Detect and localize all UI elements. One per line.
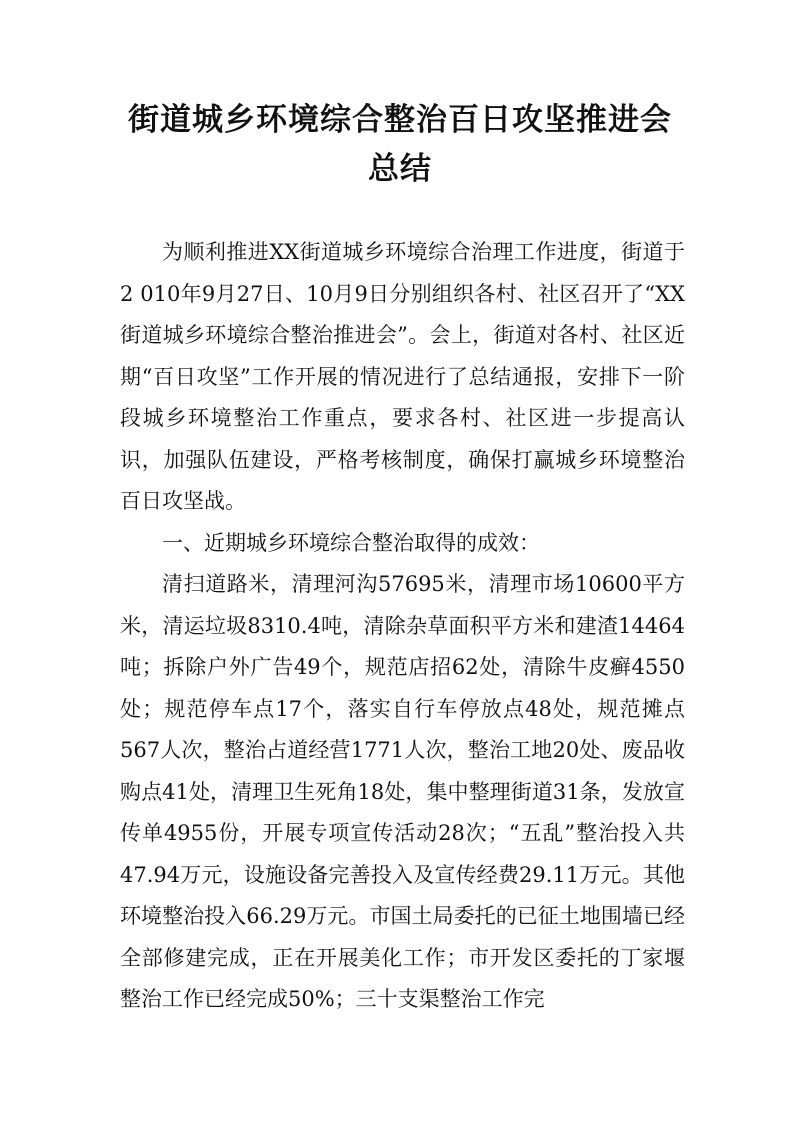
section-heading: 一、近期城乡环境综合整治取得的成效： — [162, 530, 540, 555]
document-body — [120, 232, 685, 1021]
document-title: 街道城乡环境综合整治百日攻坚推进会总结 — [128, 102, 672, 187]
paragraph-achievements: 清扫道路米，清理河沟57695米，清理市场10600平方米，清运垃圾8310.4吨，清除杂草面积平方米和建渣14464吨；拆除户外广告49个，规范店招62处，清除牛皮癣4550处；规范停车点17个，落实自行车停放点48处，规范摊点567人次，整治占道经营1771人次，整治工地20处、废品收购点41处，清理卫生死角18处，集中整理街道31条，发放宣传单4955份，开展专项宣传活动28次；“五乱”整治投入共47.94万元，设施设备完善投入及宣传经费29.11万元。其他环境整治投入66.29万元。市国土局委托的已征土地围墙已经全部修建完成，正在开展美化工作；市开发区委托的丁家堰整治工作已经完成50%；三十支渠整治工作完 — [120, 572, 685, 1011]
paragraph-intro: 为顺利推进XX街道城乡环境综合治理工作进度，街道于2 010年9月27日、10月9日分别组织各村、社区召开了“XX街道城乡环境综合整治推进会”。会上，街道对各村、社区近期“百日攻坚”工作开展的情况进行了总结通报，安排下一阶段城乡环境整治工作重点，要求各村、社区进一步提高认识，加强队伍建设，严格考核制度，确保打赢城乡环境整治百日攻坚战。 — [120, 240, 685, 513]
